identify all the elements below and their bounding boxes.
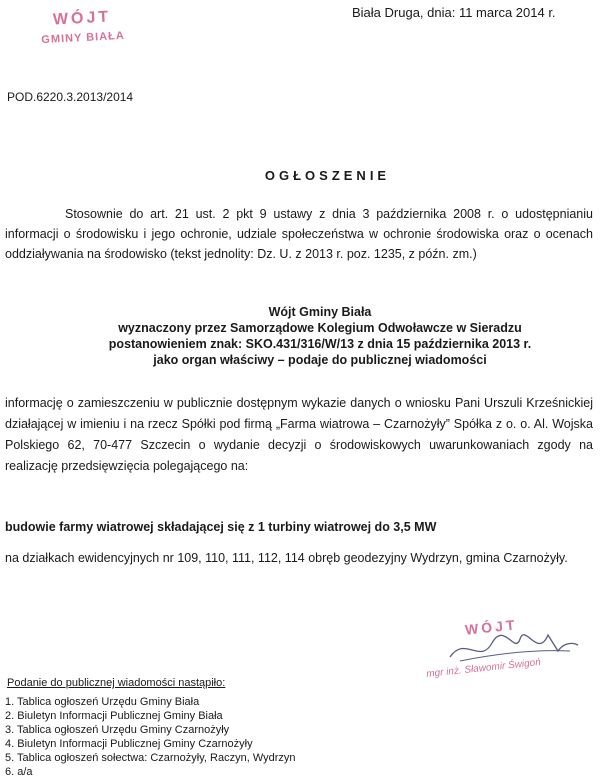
publication-list (5, 695, 296, 779)
list-item: 4. Biuletyn Informacji Publicznej Gminy Czarnożyły (5, 738, 253, 750)
intro-paragraph: Stosownie do art. 21 ust. 2 pkt 9 ustawy z dnia 3 października 2008 r. o udostępnianiu informacji o środowisku i jego ochronie, udziale społeczeństwa w ochronie środowiska oraz o ocenach oddziaływania na środowisko (tekst jednolity: Dz. U. z 2013 r. poz. 1235, z późn. zm.) (5, 207, 593, 261)
project-description: budowie farmy wiatrowej składającej się z 1 turbiny wiatrowej do 3,5 MW (5, 520, 437, 534)
list-item: 1. Tablica ogłoszeń Urzędu Gminy Biała (5, 696, 200, 708)
authority-line-2: wyznaczony przez Samorządowe Kolegium Odwoławcze w Sieradzu (118, 321, 522, 335)
list-item: 5. Tablica ogłoszeń sołectwa: Czarnożyły, Raczyn, Wydrzyn (5, 752, 296, 764)
list-item: 2. Biuletyn Informacji Publicznej Gminy Biała (5, 710, 223, 722)
signature-stamp (420, 615, 590, 687)
authority-line-1: Wójt Gminy Biała (268, 305, 372, 319)
signature-stamp-title: WÓJT (464, 616, 519, 638)
document-title: OGŁOSZENIE (264, 168, 391, 183)
wojt-stamp (24, 7, 141, 47)
authority-line-4: jako organ właściwy – podaje do publicznej wiadomości (153, 353, 487, 367)
list-item: 3. Tablica ogłoszeń Urzędu Gminy Czarnożyły (5, 724, 230, 736)
reference-number: POD.6220.3.2013/2014 (7, 90, 134, 104)
place-date: Biała Druga, dnia: 11 marca 2014 r. (352, 5, 556, 20)
signatory-name: mgr inż. Sławomir Świgoń (425, 657, 542, 680)
publication-heading: Podanie do publicznej wiadomości nastąpiło: (7, 677, 226, 689)
plots-paragraph: na działkach ewidencyjnych nr 109, 110, 111, 112, 114 obręb geodezyjny Wydrzyn, gmina Czarnożyły. (5, 551, 568, 565)
list-item: 6. a/a (5, 766, 33, 778)
authority-line-3: postanowieniem znak: SKO.431/316/W/13 z dnia 15 października 2013 r. (108, 337, 532, 351)
authority-block (40, 304, 600, 368)
stamp-subtitle: GMINY BIAŁA (41, 29, 126, 47)
body-paragraph: informację o zamieszczeniu w publicznie dostępnym wykazie danych o wniosku Pani Urszuli Krześnickiej działającej w imieniu i na rzecz Spółki pod firmą „Farma wiatrowa – Czarnożyły” Spółka z o. o. Al. Wojska Polskiego 62, 70-477 Szczecin o wydanie decyzji o środowiskowych uwarunkowaniach zgody na realizację przedsięwzięcia polegającego na: (5, 396, 593, 473)
stamp-title: WÓJT (52, 8, 112, 29)
